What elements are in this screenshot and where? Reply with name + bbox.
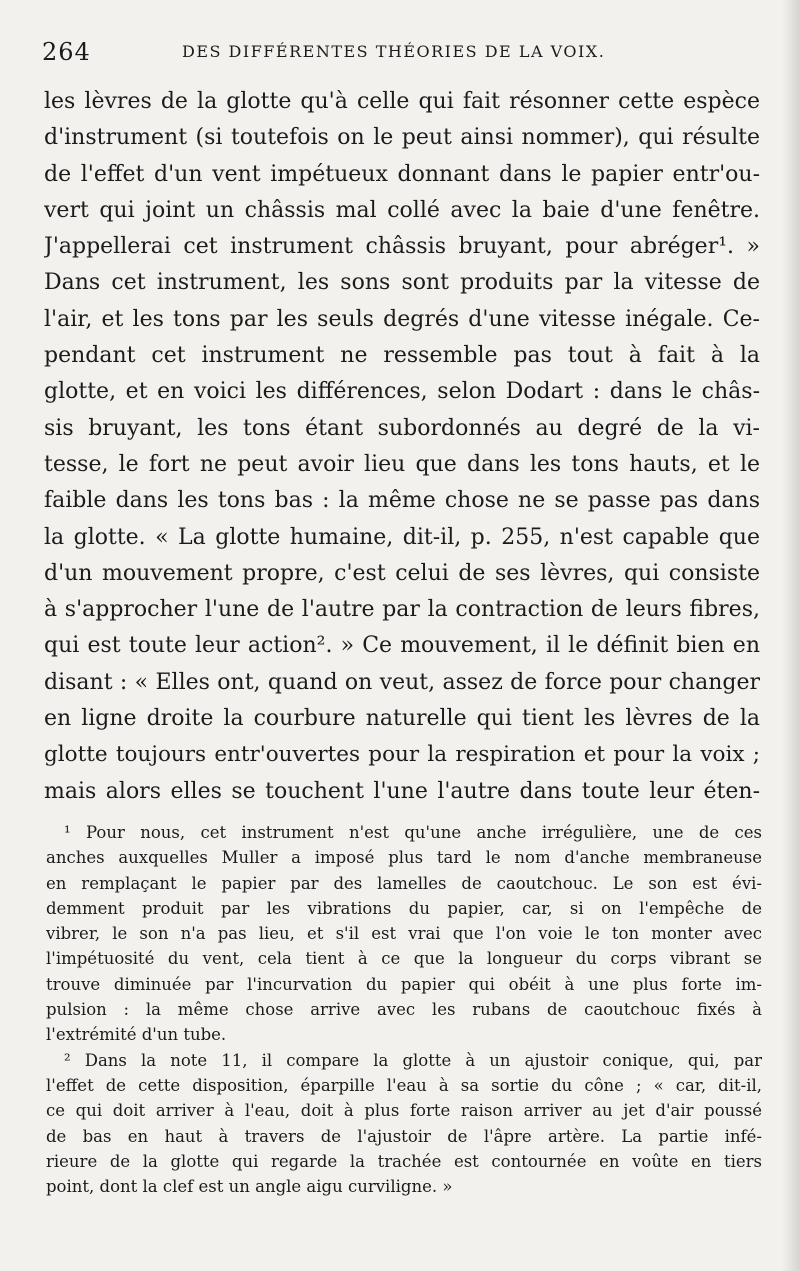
footnote-line: point, dont la clef est un angle aigu curviligne. » xyxy=(46,1177,453,1197)
footnote-line: l'effet de cette disposition, éparpille l'eau à sa sortie du cône ; « car, dit-il, xyxy=(46,1075,762,1095)
running-title: DES DIFFÉRENTES THÉORIES DE LA VOIX. xyxy=(182,42,606,61)
body-line: la glotte. « La glotte humaine, dit-il, p. 255, n'est capable que xyxy=(44,524,760,550)
footnote-line: rieure de la glotte qui regarde la trachée est contournée en voûte en tiers xyxy=(46,1151,762,1171)
body-line: faible dans les tons bas : la même chose ne se passe pas dans xyxy=(44,488,760,514)
page-number: 264 xyxy=(42,38,91,66)
footnote-1 xyxy=(46,820,762,1048)
body-line: qui est toute leur action². » Ce mouvement, il le définit bien en xyxy=(44,633,760,659)
body-line: Dans cet instrument, les sons sont produits par la vitesse de xyxy=(44,270,760,296)
footnote-line: trouve diminuée par l'incurvation du papier qui obéit à une plus forte im- xyxy=(46,974,762,994)
footnote-line: vibrer, le son n'a pas lieu, et s'il est vrai que l'on voie le ton monter avec xyxy=(46,924,762,944)
footnote-line: de bas en haut à travers de l'ajustoir de l'âpre artère. La partie infé- xyxy=(46,1126,762,1146)
body-line: glotte, et en voici les différences, selon Dodart : dans le châs- xyxy=(44,379,760,405)
footnote-line: ² Dans la note 11, il compare la glotte à un ajustoir conique, qui, par xyxy=(64,1050,762,1070)
body-line: glotte toujours entr'ouvertes pour la respiration et pour la voix ; xyxy=(44,742,760,768)
body-line: tesse, le fort ne peut avoir lieu que dans les tons hauts, et le xyxy=(44,451,760,477)
body-line: d'instrument (si toutefois on le peut ainsi nommer), qui résulte xyxy=(44,125,760,151)
footnote-line: ce qui doit arriver à l'eau, doit à plus forte raison arriver au jet d'air poussé xyxy=(46,1101,762,1121)
body-line: d'un mouvement propre, c'est celui de ses lèvres, qui consiste xyxy=(44,560,760,586)
footnote-2 xyxy=(46,1048,762,1200)
page-header xyxy=(42,38,762,72)
page-edge-shadow xyxy=(782,0,800,1271)
footnote-line: demment produit par les vibrations du papier, car, si on l'empêche de xyxy=(46,898,762,918)
footnote-line: l'extrémité d'un tube. xyxy=(46,1025,227,1045)
body-line: en ligne droite la courbure naturelle qui tient les lèvres de la xyxy=(44,706,760,732)
body-line: sis bruyant, les tons étant subordonnés au degré de la vi- xyxy=(44,415,760,441)
body-line: de l'effet d'un vent impétueux donnant dans le papier entr'ou- xyxy=(44,161,760,187)
body-line: J'appellerai cet instrument châssis bruyant, pour abréger¹. » xyxy=(44,234,760,260)
body-line: pendant cet instrument ne ressemble pas tout à fait à la xyxy=(44,343,760,369)
body-text xyxy=(44,84,760,810)
body-line: les lèvres de la glotte qu'à celle qui fait résonner cette espèce xyxy=(44,89,760,114)
footnote-line: pulsion : la même chose arrive avec les rubans de caoutchouc fixés à xyxy=(46,1000,762,1020)
footnote-line: anches auxquelles Muller a imposé plus tard le nom d'anche membraneuse xyxy=(46,848,762,868)
footnote-line: ¹ Pour nous, cet instrument n'est qu'une anche irrégulière, une de ces xyxy=(64,823,762,842)
body-line: vert qui joint un châssis mal collé avec la baie d'une fenêtre. xyxy=(44,197,760,223)
body-line: disant : « Elles ont, quand on veut, assez de force pour changer xyxy=(44,669,760,695)
body-line: mais alors elles se touchent l'une l'autre dans toute leur éten- xyxy=(44,778,760,804)
footnote-line: en remplaçant le papier par des lamelles de caoutchouc. Le son est évi- xyxy=(46,873,762,893)
body-line: l'air, et les tons par les seuls degrés d'une vitesse inégale. Ce- xyxy=(44,306,760,332)
footnote-line: l'impétuosité du vent, cela tient à ce que la longueur du corps vibrant se xyxy=(46,949,762,969)
body-line: à s'approcher l'une de l'autre par la contraction de leurs fibres, xyxy=(44,597,760,623)
footnotes xyxy=(46,820,762,1199)
